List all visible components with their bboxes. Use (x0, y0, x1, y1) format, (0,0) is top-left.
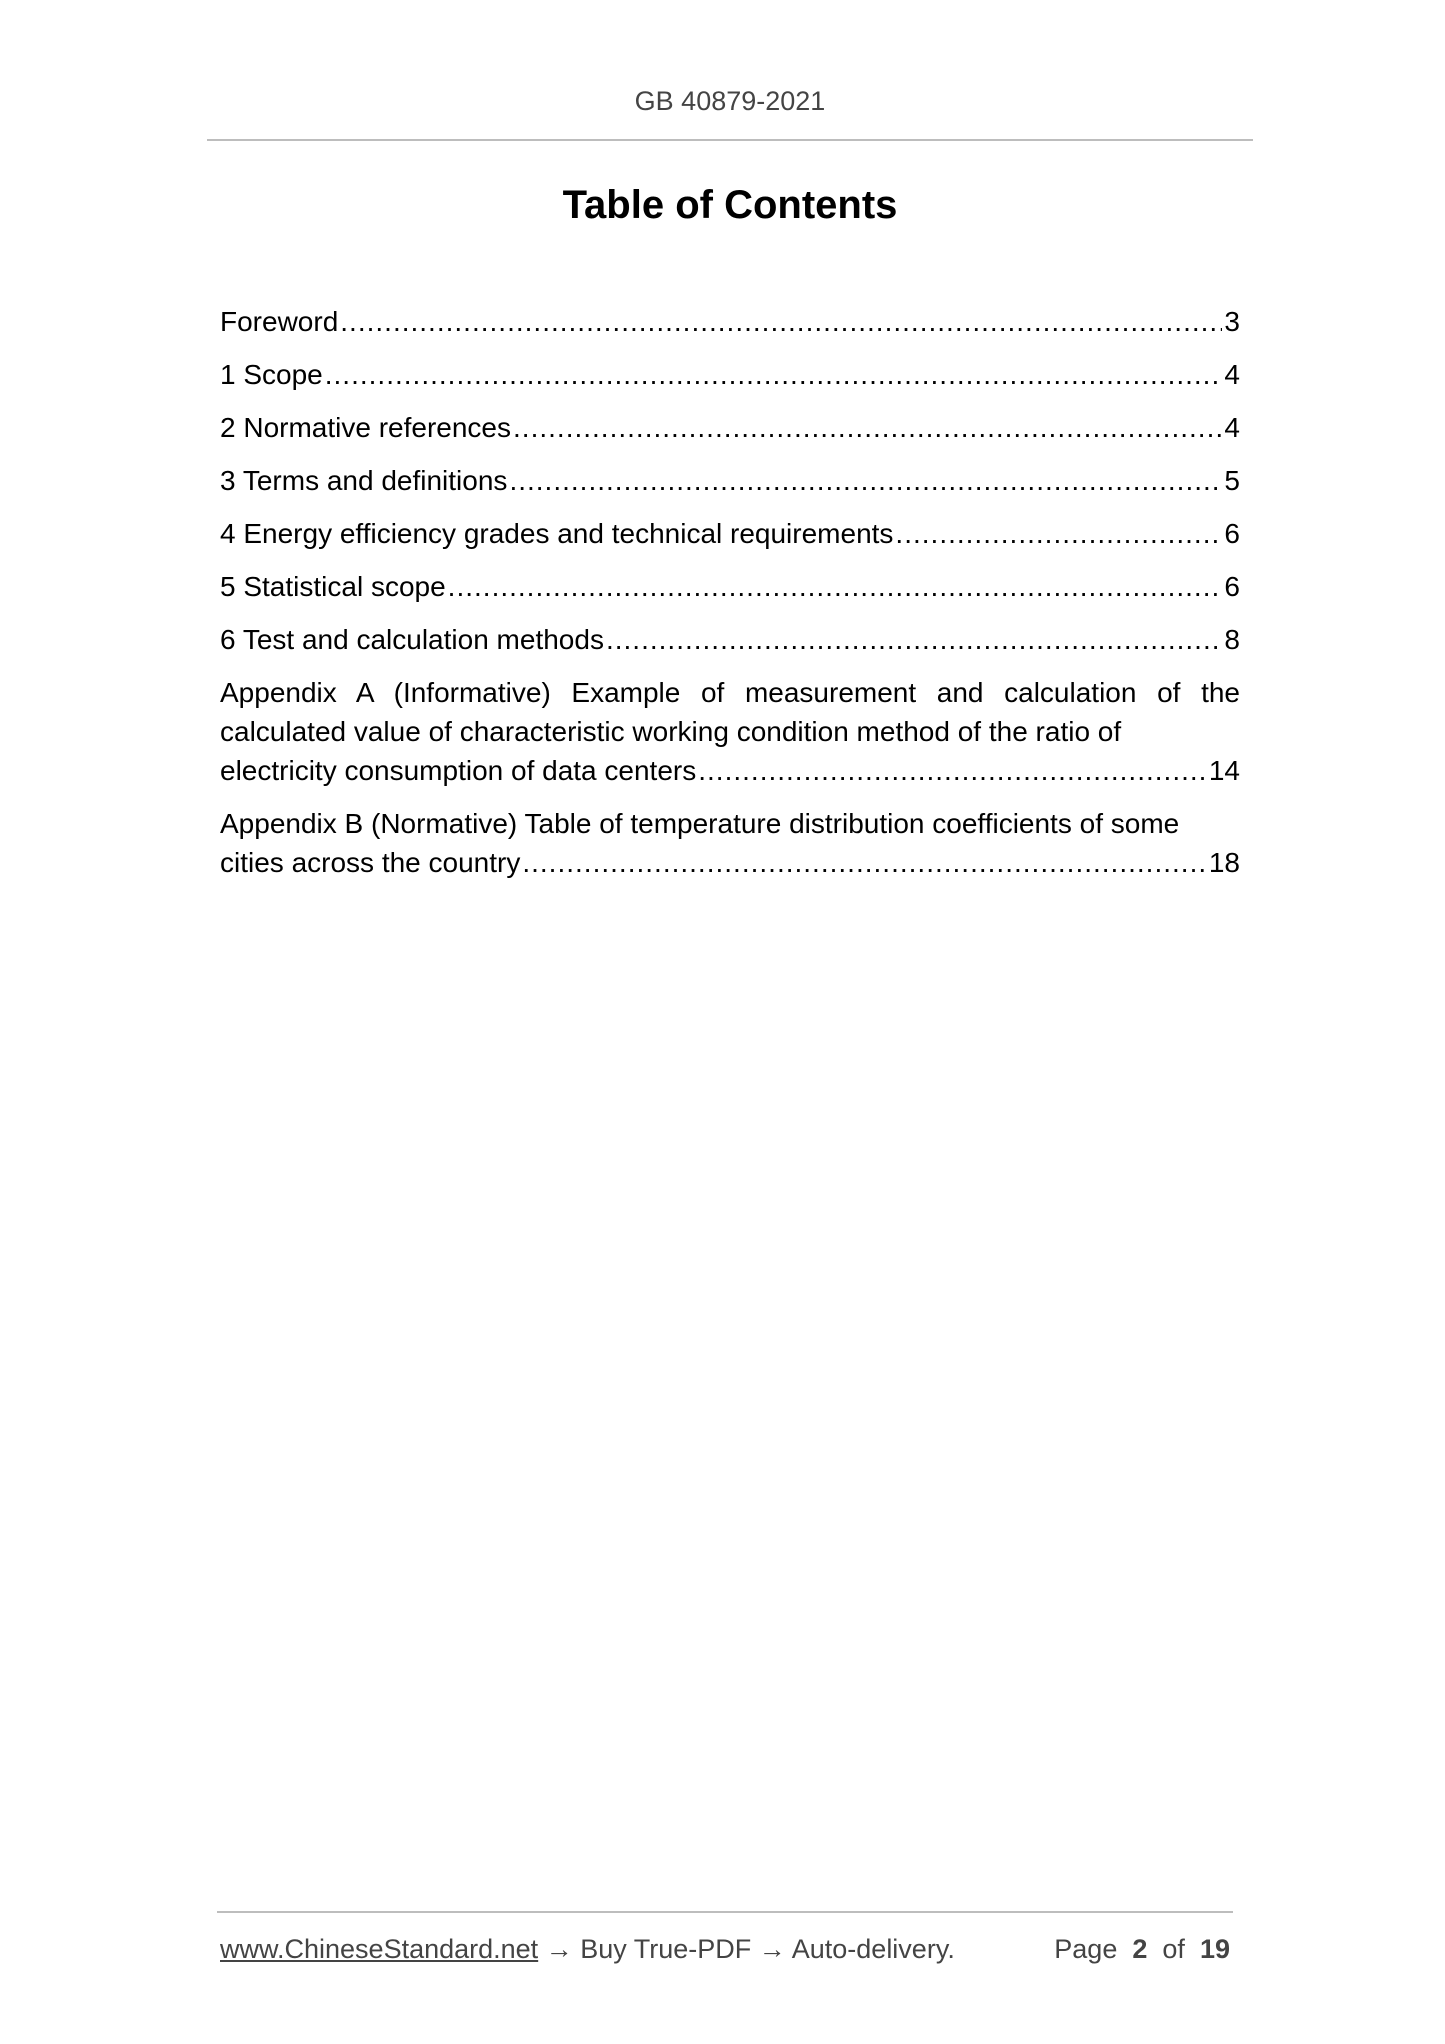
site-link[interactable]: www.ChineseStandard.net (220, 1934, 539, 1964)
toc-entry-label: 6 Test and calculation methods (220, 624, 604, 655)
toc-entry-terms-and-definitions[interactable] (220, 461, 1240, 500)
toc-leader-dots (513, 408, 1222, 447)
toc-leader-dots (340, 302, 1222, 341)
toc-entry-label: 5 Statistical scope (220, 571, 446, 602)
toc-entry-page: 14 (1208, 755, 1240, 786)
toc-entry-page: 6 (1224, 571, 1240, 602)
toc-leader-dots (509, 461, 1222, 500)
footer-divider (217, 1911, 1233, 1913)
toc-entry-label: 3 Terms and definitions (220, 465, 508, 496)
current-page-number: 2 (1132, 1934, 1148, 1964)
toc-leader-dots (606, 620, 1222, 659)
toc-entry-statistical-scope[interactable] (220, 567, 1240, 606)
toc-entry-label-continued: electricity consumption of data centers (220, 755, 697, 786)
toc-leader-dots (448, 567, 1223, 606)
toc-entry-label: 1 Scope (220, 359, 323, 390)
toc-entry-page: 18 (1208, 847, 1240, 878)
toc-entry-page: 5 (1224, 465, 1240, 496)
toc-entry-page: 4 (1224, 359, 1240, 390)
toc-entry-label: Appendix A (Informative) Example of measurement and calculation of the calculated value of characteristic working condition method of the ratio of (220, 677, 1240, 747)
toc-entry-energy-efficiency-grades[interactable] (220, 514, 1240, 553)
toc-entry-normative-references[interactable] (220, 408, 1240, 447)
header-divider (207, 139, 1253, 141)
toc-entry-scope[interactable] (220, 355, 1240, 394)
toc-entry-appendix-a[interactable] (220, 673, 1240, 790)
toc-leader-dots (895, 514, 1222, 553)
toc-entry-test-and-calculation[interactable] (220, 620, 1240, 659)
total-pages-number: 19 (1199, 1934, 1230, 1964)
toc-entry-appendix-b[interactable] (220, 804, 1240, 882)
toc-entry-page: 3 (1224, 306, 1240, 337)
footer-promo (220, 1934, 955, 1964)
toc-leader-dots (698, 751, 1207, 790)
toc-leader-dots (522, 843, 1207, 882)
page-indicator (1054, 1934, 1230, 1965)
page-header: GB 40879-2021 (634, 86, 826, 116)
toc-entry-page: 6 (1224, 518, 1240, 549)
footer-tagline: → Buy True-PDF → Auto-delivery. (538, 1934, 955, 1964)
toc-entry-label: Appendix B (Normative) Table of temperature distribution coefficients of some (220, 808, 1180, 839)
toc-entry-label-continued: cities across the country (220, 847, 521, 878)
toc-entry-page: 8 (1224, 624, 1240, 655)
page-word: Page (1054, 1934, 1118, 1964)
toc-leader-dots (325, 355, 1223, 394)
toc-entry-label: 4 Energy efficiency grades and technical requirements (220, 518, 894, 549)
page-footer (220, 1934, 1230, 1965)
toc-entry-foreword[interactable] (220, 302, 1240, 341)
toc-entry-label: Foreword (220, 306, 339, 337)
toc-entry-page: 4 (1224, 412, 1240, 443)
toc-entry-label: 2 Normative references (220, 412, 512, 443)
table-of-contents (220, 302, 1240, 896)
page-title: Table of Contents (562, 183, 898, 227)
of-word: of (1162, 1934, 1185, 1964)
